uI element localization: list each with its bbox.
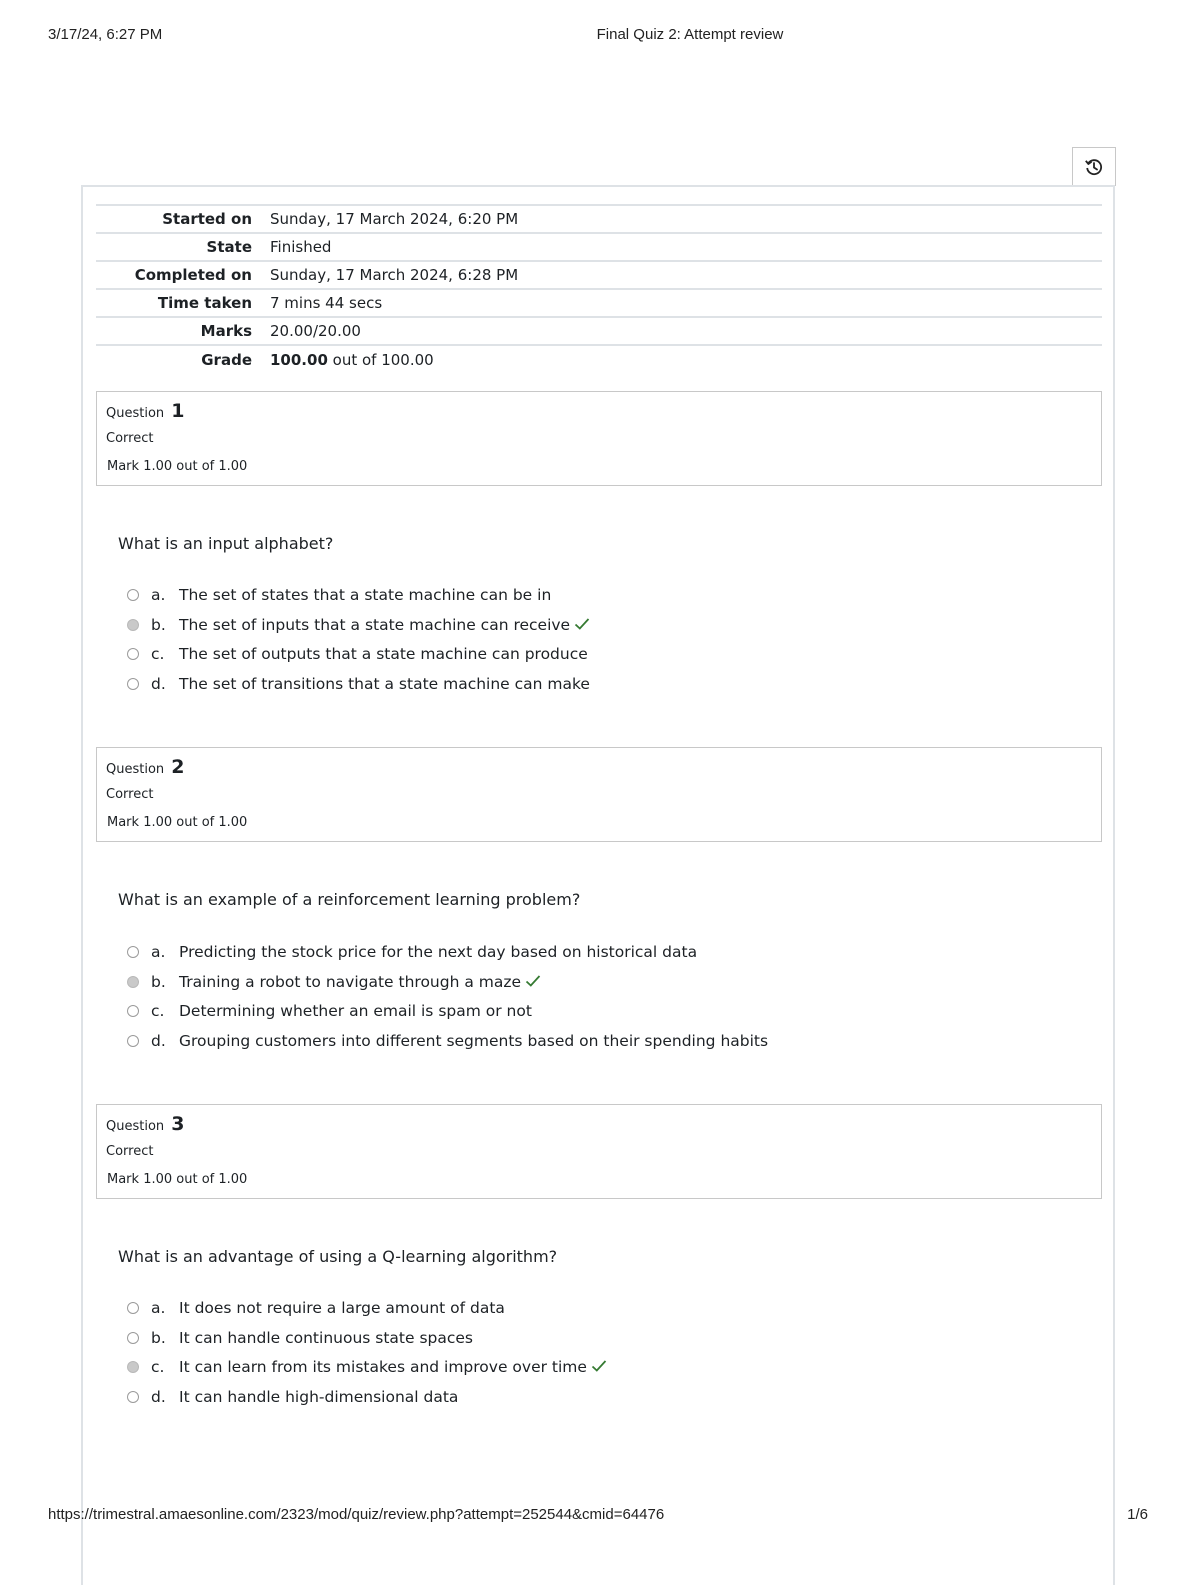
radio-button[interactable] [127, 946, 139, 958]
summary-row-grade [96, 345, 1102, 373]
answer-text: It can learn from its mistakes and improve over time [179, 1358, 587, 1376]
answer-letter: b. [151, 1328, 166, 1347]
answer-letter: c. [151, 1002, 165, 1020]
answer-text: Predicting the stock price for the next day based on historical data [179, 943, 698, 961]
history-toggle-button[interactable] [1072, 147, 1116, 186]
question-number [106, 1113, 185, 1135]
question-number [106, 756, 185, 778]
answer-letter: d. [151, 674, 166, 693]
summary-row-completed [96, 261, 1102, 289]
answer-text-wrap [179, 973, 541, 991]
attempt-summary-table [96, 204, 1102, 373]
answer-letter: a. [151, 586, 166, 604]
answer-text-wrap [179, 616, 590, 634]
radio-button[interactable] [127, 589, 139, 601]
question-label: Question [106, 1119, 165, 1134]
marks-value: 20.00/20.00 [270, 322, 361, 340]
answer-letter: a. [151, 1299, 166, 1317]
history-icon [1084, 157, 1104, 177]
time-taken-value: 7 mins 44 secs [270, 294, 383, 312]
grade-label: Grade [201, 350, 252, 369]
question-number [106, 400, 185, 422]
summary-row-state [96, 233, 1102, 261]
question-state: Correct [106, 1144, 154, 1159]
answer-text: The set of states that a state machine can be in [179, 586, 552, 604]
radio-button[interactable] [127, 1302, 139, 1314]
state-value: Finished [270, 238, 332, 256]
answer-letter: c. [151, 1358, 165, 1376]
print-datetime: 3/17/24, 6:27 PM [48, 26, 163, 43]
answer-text: Determining whether an email is spam or not [179, 1002, 532, 1020]
answer-text: It does not require a large amount of data [179, 1299, 505, 1317]
radio-button[interactable] [127, 1391, 139, 1403]
question-label: Question [106, 762, 165, 777]
radio-button[interactable] [127, 1035, 139, 1047]
summary-row-time [96, 289, 1102, 317]
answer-text: It can handle high-dimensional data [179, 1387, 459, 1406]
state-label: State [206, 238, 252, 256]
question-state: Correct [106, 431, 154, 446]
marks-label: Marks [200, 322, 252, 340]
answer-text: The set of outputs that a state machine can produce [179, 645, 588, 663]
question-number-value: 1 [171, 400, 185, 422]
question-grade: Mark 1.00 out of 1.00 [107, 1172, 248, 1187]
answer-text: It can handle continuous state spaces [179, 1328, 474, 1347]
print-page-number: 1/6 [1127, 1506, 1148, 1523]
question-state: Correct [106, 787, 154, 802]
grade-value [270, 345, 1102, 373]
checkmark-icon [591, 1359, 607, 1373]
question-text-2: What is an example of a reinforcement learning problem? [118, 890, 581, 909]
radio-button[interactable] [127, 1005, 139, 1017]
answer-text-wrap [179, 1358, 607, 1376]
radio-button-selected[interactable] [127, 619, 139, 631]
question-grade: Mark 1.00 out of 1.00 [107, 459, 248, 474]
question-info-3 [96, 1104, 1102, 1199]
answer-letter: b. [151, 615, 166, 634]
print-footer [0, 1506, 1200, 1528]
completed-on-label: Completed on [134, 266, 252, 284]
started-on-label: Started on [162, 210, 252, 228]
question-grade: Mark 1.00 out of 1.00 [107, 815, 248, 830]
radio-button[interactable] [127, 1332, 139, 1344]
question-text-3: What is an advantage of using a Q-learning algorithm? [118, 1247, 558, 1266]
answer-text: The set of inputs that a state machine can receive [179, 615, 571, 634]
answer-letter: d. [151, 1387, 166, 1406]
question-number-value: 3 [171, 1113, 185, 1135]
grade-value-bold: 100.00 [270, 350, 328, 369]
radio-button[interactable] [127, 678, 139, 690]
checkmark-icon [574, 617, 590, 631]
answer-letter: c. [151, 645, 165, 663]
print-url: https://trimestral.amaesonline.com/2323/mod/quiz/review.php?attempt=252544&cmid=64476 [48, 1506, 665, 1523]
time-taken-label: Time taken [157, 294, 252, 312]
question-label: Question [106, 406, 165, 421]
answer-text: Training a robot to navigate through a maze [179, 972, 522, 991]
summary-row-marks [96, 317, 1102, 345]
checkmark-icon [525, 974, 541, 988]
answer-letter: b. [151, 972, 166, 991]
answer-text: Grouping customers into different segments based on their spending habits [179, 1031, 769, 1050]
radio-button-selected[interactable] [127, 1361, 139, 1373]
grade-value-rest: out of 100.00 [327, 350, 434, 369]
answer-text: The set of transitions that a state machine can make [179, 674, 590, 693]
radio-button-selected[interactable] [127, 976, 139, 988]
summary-row-started [96, 205, 1102, 233]
question-number-value: 2 [171, 756, 185, 778]
question-info-2 [96, 747, 1102, 842]
completed-on-value: Sunday, 17 March 2024, 6:28 PM [270, 266, 519, 284]
question-text-1: What is an input alphabet? [118, 534, 334, 553]
started-on-value: Sunday, 17 March 2024, 6:20 PM [270, 210, 519, 228]
radio-button[interactable] [127, 648, 139, 660]
answer-letter: a. [151, 943, 166, 961]
print-header [0, 26, 1200, 48]
question-info-1 [96, 391, 1102, 486]
answer-letter: d. [151, 1031, 166, 1050]
print-page-title: Final Quiz 2: Attempt review [596, 26, 784, 43]
